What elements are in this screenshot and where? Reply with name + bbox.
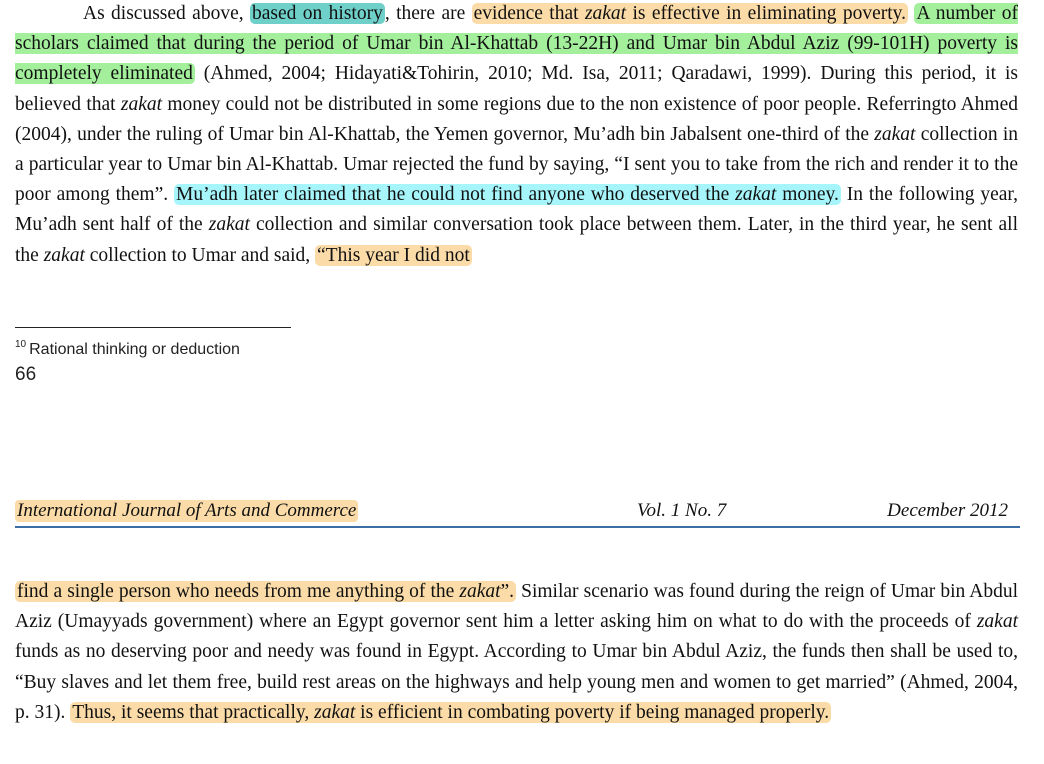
text-run: As discussed above, bbox=[83, 3, 250, 24]
text-run: Similar scenario was found during the reign of Umar bin Abdul Aziz (Umayyads government) where an Egypt governor sent him a letter asking him on what to do with the proceeds of bbox=[15, 581, 1018, 633]
highlight-orange[interactable]: “This year I did not bbox=[317, 244, 470, 266]
issue-date: December 2012 bbox=[887, 500, 1008, 521]
text-run: (Ahmed, 2004; Hidayati&Tohirin, 2010; Md. Isa, 2011; Qaradawi, 1999). During this period, it is believed that bbox=[15, 63, 1018, 115]
text-run: ”. bbox=[500, 581, 515, 602]
journal-title[interactable]: International Journal of Arts and Commerce bbox=[17, 500, 357, 521]
page-number: 66 bbox=[15, 364, 37, 385]
footnote bbox=[15, 339, 240, 359]
text-run: is efficient in combating poverty if being managed properly. bbox=[355, 701, 830, 723]
footnote-text: Rational thinking or deduction bbox=[29, 341, 240, 358]
body-paragraph-1 bbox=[15, 0, 1018, 271]
text-run: collection in a particular year to Umar bin Al-Khattab. Umar rejected the fund by saying, “I sent you to take from the rich and render it to the poor among them”. bbox=[15, 123, 1018, 206]
italic-term: zakat bbox=[208, 214, 250, 236]
text-run: money could not be distributed in some regions due to the non existence of poor people. Referringto Ahmed (2004), under the ruling of Umar bin Al-Khattab, the Yemen governor, Mu’adh bin Jabalsent one-third of the bbox=[15, 93, 1018, 145]
text-run: is effective in eliminating poverty. bbox=[626, 3, 907, 24]
footnote-divider bbox=[15, 327, 291, 328]
italic-term: zakat bbox=[314, 701, 356, 723]
text-run: evidence that bbox=[473, 3, 585, 24]
highlight-orange[interactable] bbox=[15, 581, 516, 602]
text-run: In the following year, Mu’adh sent half of the bbox=[15, 184, 1019, 236]
text-run: Mu’adh later claimed that he could not find anyone who deserved the bbox=[176, 184, 736, 206]
highlight-orange[interactable] bbox=[472, 3, 908, 24]
running-header bbox=[15, 500, 1020, 528]
text-run: , there are bbox=[384, 3, 472, 24]
italic-term: zakat bbox=[120, 93, 163, 115]
body-paragraph-2 bbox=[15, 577, 1018, 728]
text-run: collection and similar conversation took place between them. Later, in the third year, he sent all the bbox=[15, 214, 1018, 266]
volume-label: Vol. 1 No. 7 bbox=[637, 500, 727, 521]
text-run: Thus, it seems that practically, bbox=[72, 701, 315, 723]
italic-term: zakat bbox=[735, 184, 777, 206]
text-run: find a single person who needs from me anything of the bbox=[17, 581, 460, 602]
text-run: funds as no deserving poor and needy was found in Egypt. According to Umar bin Abdul Aziz, the funds then shall be used to, “Buy slaves and let them free, build rest areas on the highways and help young men and women to get married” (Ahmed, 2004, p. 31). bbox=[15, 641, 1018, 723]
highlight-cyan[interactable] bbox=[174, 184, 841, 205]
italic-term: zakat bbox=[459, 581, 501, 602]
italic-term: zakat bbox=[976, 611, 1018, 633]
italic-term: zakat bbox=[584, 3, 627, 24]
italic-term: zakat bbox=[43, 244, 85, 266]
highlight-teal[interactable]: based on history bbox=[252, 3, 383, 24]
text-run: collection to Umar and said, bbox=[84, 244, 316, 266]
highlight-orange[interactable] bbox=[70, 702, 831, 723]
italic-term: zakat bbox=[874, 123, 916, 145]
text-run: money. bbox=[776, 184, 839, 206]
highlight-green[interactable]: A number of scholars claimed that during the period of Umar bin Al-Khattab (13-22H) and Umar bin Abdul Aziz (99-101H) poverty is completely eliminated bbox=[15, 3, 1019, 85]
footnote-number: 10 bbox=[15, 339, 27, 350]
